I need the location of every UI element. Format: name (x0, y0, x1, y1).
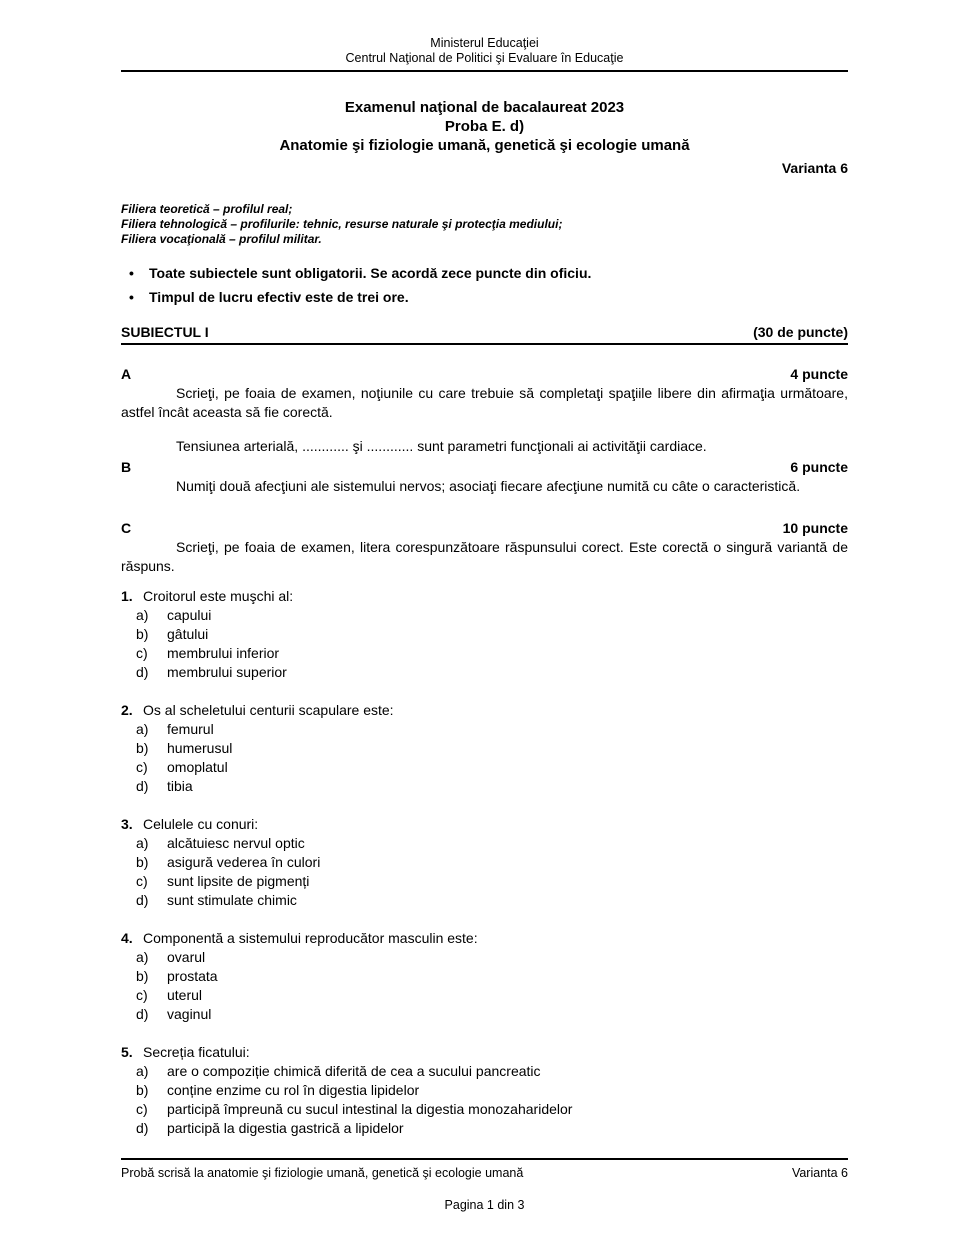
center-line: Centrul Naţional de Politici şi Evaluare în Educaţie (345, 51, 624, 65)
option-row (136, 739, 848, 758)
note-item (121, 285, 848, 309)
option-text: sunt lipsite de pigmenți (167, 873, 310, 889)
section-b-text: Numiţi două afecţiuni ale sistemului nervos; asociaţi fiecare afecţiune numită cu câte o caracteristică. (176, 478, 801, 494)
note-item (121, 261, 848, 285)
option-text: vaginul (167, 1006, 212, 1022)
section-label: B (121, 459, 132, 475)
option-row (136, 891, 848, 910)
question-number: 2. (121, 702, 133, 718)
question-item (121, 587, 848, 682)
option-letter: b) (136, 740, 149, 756)
question-item (121, 929, 848, 1024)
option-text: gâtului (167, 626, 209, 642)
option-row (136, 948, 848, 967)
gov-header (121, 36, 848, 66)
filiera-line: Filiera teoretică – profilul real; (121, 202, 293, 216)
option-row (136, 663, 848, 682)
option-text: participă la digestia gastrică a lipidelor (167, 1120, 404, 1136)
question-text: Secreția ficatului: (143, 1044, 250, 1060)
section-a-head (121, 365, 848, 384)
ministry-line: Ministerul Educaţiei (430, 36, 539, 50)
option-text: uterul (167, 987, 203, 1003)
option-letter: c) (136, 873, 148, 889)
option-row (136, 853, 848, 872)
filiera-line: Filiera tehnologică – profilurile: tehnic, resurse naturale şi protecţia mediului; (121, 217, 563, 231)
bullet-icon: • (129, 265, 134, 281)
question-item (121, 815, 848, 910)
option-letter: b) (136, 626, 149, 642)
option-row (136, 1005, 848, 1024)
option-letter: c) (136, 987, 148, 1003)
question-text: Celulele cu conuri: (143, 816, 259, 832)
question-text: Croitorul este muşchi al: (143, 588, 294, 604)
question-options (121, 720, 848, 796)
option-row (136, 644, 848, 663)
question-number: 4. (121, 930, 133, 946)
option-row (136, 625, 848, 644)
option-row (136, 872, 848, 891)
exam-title: Examenul naţional de bacalaureat 2023 (344, 99, 625, 116)
option-row (136, 986, 848, 1005)
question-options (121, 834, 848, 910)
section-label: C (121, 520, 132, 536)
option-text: ovarul (167, 949, 206, 965)
question-number: 3. (121, 816, 133, 832)
option-row (136, 1100, 848, 1119)
question-header (121, 701, 848, 720)
option-text: alcătuiesc nervul optic (167, 835, 305, 851)
option-row (136, 834, 848, 853)
question-header (121, 587, 848, 606)
header-rule (121, 70, 848, 72)
option-row (136, 1062, 848, 1081)
notes-block (121, 261, 848, 309)
option-letter: d) (136, 1120, 149, 1136)
option-letter: a) (136, 607, 149, 623)
variant-label: Varianta 6 (781, 160, 848, 176)
option-text: asigură vederea în culori (167, 854, 321, 870)
option-letter: c) (136, 1101, 148, 1117)
subject-heading-row (121, 323, 848, 345)
question-options (121, 606, 848, 682)
page-number: Pagina 1 din 3 (444, 1198, 525, 1212)
subject-heading: SUBIECTUL I (121, 324, 209, 340)
question-header (121, 1043, 848, 1062)
option-letter: d) (136, 778, 149, 794)
option-text: are o compoziție chimică diferită de cea a sucului pancreatic (167, 1063, 541, 1079)
option-letter: a) (136, 949, 149, 965)
option-letter: b) (136, 1082, 149, 1098)
option-text: conține enzime cu rol în digestia lipidelor (167, 1082, 420, 1098)
option-text: capului (167, 607, 212, 623)
option-row (136, 720, 848, 739)
section-b-head (121, 458, 848, 477)
option-letter: a) (136, 835, 149, 851)
option-text: prostata (167, 968, 218, 984)
option-text: sunt stimulate chimic (167, 892, 297, 908)
option-text: humerusul (167, 740, 233, 756)
footer-row (121, 1166, 848, 1181)
option-letter: a) (136, 721, 149, 737)
section-c-text: Scrieţi, pe foaia de examen, litera corespunzătoare răspunsului corect. Este corectă o singură variantă de răspuns. (121, 539, 848, 574)
section-c-head (121, 519, 848, 538)
section-points: 4 puncte (790, 366, 848, 382)
option-letter: d) (136, 664, 149, 680)
option-row (136, 967, 848, 986)
option-row (136, 777, 848, 796)
option-row (136, 1081, 848, 1100)
question-number: 1. (121, 588, 133, 604)
option-letter: c) (136, 759, 148, 775)
section-points: 6 puncte (790, 459, 848, 475)
question-text: Componentă a sistemului reproducător masculin este: (143, 930, 478, 946)
question-options (121, 1062, 848, 1138)
section-points: 10 puncte (782, 520, 848, 536)
question-item (121, 701, 848, 796)
discipline-title: Anatomie şi fiziologie umană, genetică şi ecologie umană (279, 137, 690, 154)
option-row (136, 606, 848, 625)
question-header (121, 929, 848, 948)
option-text: membrului superior (167, 664, 287, 680)
option-letter: d) (136, 892, 149, 908)
option-letter: c) (136, 645, 148, 661)
filiera-block (121, 202, 848, 247)
filiera-line: Filiera vocaţională – profilul militar. (121, 232, 322, 246)
note-text: Toate subiectele sunt obligatorii. Se acordă zece puncte din oficiu. (149, 265, 592, 281)
option-text: participă împreună cu sucul intestinal la digestia monozaharidelor (167, 1101, 573, 1117)
option-text: femurul (167, 721, 214, 737)
question-options (121, 948, 848, 1024)
note-text: Timpul de lucru efectiv este de trei ore. (149, 289, 409, 305)
question-item (121, 1043, 848, 1138)
option-text: membrului inferior (167, 645, 280, 661)
option-text: tibia (167, 778, 193, 794)
bullet-icon: • (129, 289, 134, 305)
proba-line: Proba E. d) (444, 118, 525, 135)
footer-left: Probă scrisă la anatomie şi fiziologie umană, genetică şi ecologie umană (121, 1166, 524, 1180)
question-header (121, 815, 848, 834)
subject-points: (30 de puncte) (753, 324, 848, 340)
option-row (136, 758, 848, 777)
page-footer (121, 1158, 848, 1213)
footer-variant: Varianta 6 (791, 1166, 848, 1180)
statement-text: Tensiunea arterială, ............ şi ............ sunt parametri funcţionali ai activităţii cardiace. (176, 438, 707, 454)
option-letter: d) (136, 1006, 149, 1022)
option-letter: a) (136, 1063, 149, 1079)
option-letter: b) (136, 854, 149, 870)
section-a-text: Scrieţi, pe foaia de examen, noţiunile cu care trebuie să completaţi spaţiile libere din afirmaţia următoare, astfel încât aceasta să fie corectă. (121, 385, 848, 420)
questions-list (121, 587, 848, 1138)
question-number: 5. (121, 1044, 133, 1060)
option-row (136, 1119, 848, 1138)
option-text: omoplatul (167, 759, 228, 775)
option-letter: b) (136, 968, 149, 984)
title-block (121, 98, 848, 155)
question-text: Os al scheletului centurii scapulare este: (143, 702, 394, 718)
section-label: A (121, 366, 132, 382)
